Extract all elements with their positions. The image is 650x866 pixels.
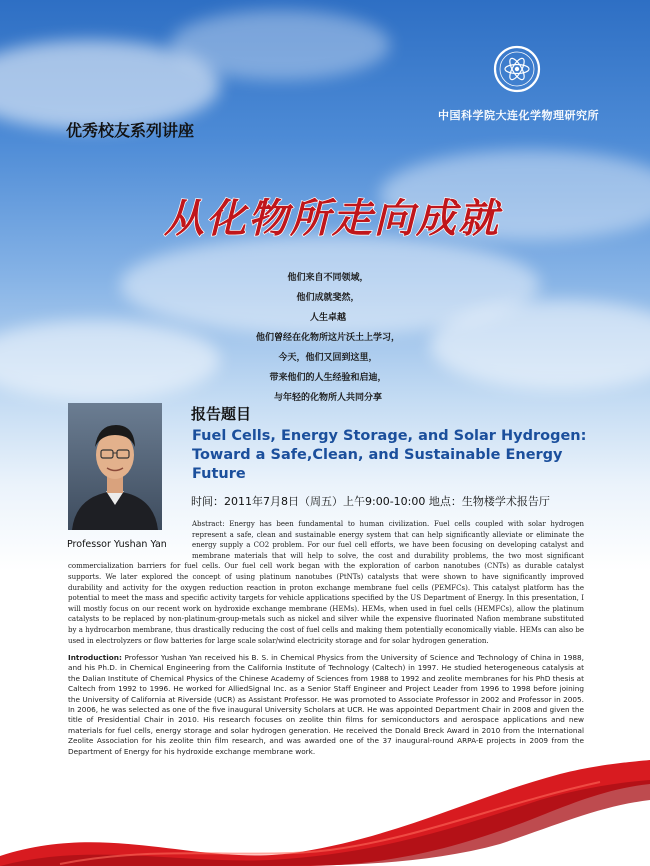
- institute-logo-icon: [493, 45, 541, 93]
- slogan-line: 他们曾经在化物所这片沃土上学习，: [255, 333, 400, 343]
- banner-title-text: 从化物所走向成就: [164, 195, 500, 242]
- slogan-line: 带来他们的人生经验和启迪，: [269, 373, 387, 383]
- report-heading: 报告题目: [191, 405, 252, 423]
- abstract: [68, 519, 584, 646]
- institute-name: 中国科学院大连化学物理研究所: [438, 109, 599, 122]
- banner-title: [160, 172, 520, 250]
- cloud: [170, 10, 390, 80]
- speaker-photo: [68, 403, 162, 530]
- slogan-line: 他们来自不同领域，: [287, 273, 369, 283]
- slogan-line: 人生卓越: [309, 313, 346, 323]
- slogan-line: 他们成就斐然，: [296, 293, 360, 303]
- lecture-series-title: 优秀校友系列讲座: [66, 121, 195, 140]
- speaker-caption: Professor Yushan Yan: [67, 539, 167, 550]
- introduction: [68, 653, 584, 757]
- introduction-label: Introduction:: [68, 653, 122, 662]
- time-location: 时间：2011年7月8日（周五）上午9:00-10:00 地点：生物楼学术报告厅: [191, 495, 550, 508]
- red-ribbon-decoration: [0, 760, 650, 866]
- slogan-line: 与年轻的化物所人共同分享: [273, 393, 382, 403]
- abstract-text: Abstract: Energy has been fundamental to human civilization. Fuel cells coupled with solar hydrogen represent a safe, clean and sustainable energy system that can help significantly alleviate or eliminate the energy supply a CO2 problem. For our fuel cell efforts, we have been focusing on developing catalyst and membrane materials that will help to solve, the cost and durability problems, the two most significant commercialization barriers for fuel cells. Our fuel cell work began with the exploration of carbon nanotubes (CNTs) as durable catalyst supports. We later explored the concept of using platinum nanotubes (PtNTs) catalysts that were shown to have significantly improved durability and activity for the oxygen reduction reaction in proton exchange membrane fuel cells (PEMFCs). This catalyst platform has the potential to meet the mass and specific activity targets for vehicle applications specified by the US Department of Energy. In this presentation, I will mostly focus on our recent work on hydroxide exchange membrane (HEMs). HEMs, when used in fuel cells (HEMFCs), allow the platinum catalysts to be replaced by non-platinum-group-metals such as nickel and silver while the expensive fluorinated Nafion membrane substituted by a hydrocarbon membrane, thus drastically reducing the cost of fuel cells and making them potentially economically viable. HEMs can also be used in electrolyzers or flow batteries for large scale solar/wind electricity storage and for solar hydrogen generation.: [68, 520, 584, 645]
- report-title: Fuel Cells, Energy Storage, and Solar Hydrogen: Toward a Safe,Clean, and Sustainable Energy Future: [192, 428, 587, 482]
- slogan: [218, 268, 438, 408]
- cloud: [0, 320, 220, 400]
- slogan-line: 今天，他们又回到这里，: [278, 353, 378, 363]
- introduction-text: Professor Yushan Yan received his B. S. in Chemical Physics from the University of Science and Technology of China in 1988, and his Ph.D. in Chemical Engineering from the California Institute of Technology (Caltech) in 1997. He studied heterogeneous catalysis at the Dalian Institute of Chemical Physics of the Chinese Academy of Sciences from 1988 to 1992 and zeolite membranes for his PhD thesis at Caltech from 1992 to 1996. He worked for AlliedSignal Inc. as a Senior Staff Engineer and Project Leader from 1996 to 1998 before joining the University of California at Riverside (UCR) as Assistant Professor. He was promoted to Associate Professor in 2002 and Professor in 2005. In 2006, he was selected as one of the five inaugural University Scholars at UCR. He was appointed Department Chair in 2008 and given the title of Presidential Chair in 2010. His research focuses on zeolite thin films for semiconductors and aerospace applications and new materials for fuel cells, energy storage and solar hydrogen generation. He received the Donald Breck Award in 2010 from the International Zeolite Association for his zeolite thin film research, and was awarded one of the 37 inaugural-round ARPA-E projects in 2009 from the Department of Energy for his hydroxide exchange membrane work.: [68, 653, 585, 756]
- abstract-indent: [68, 519, 192, 554]
